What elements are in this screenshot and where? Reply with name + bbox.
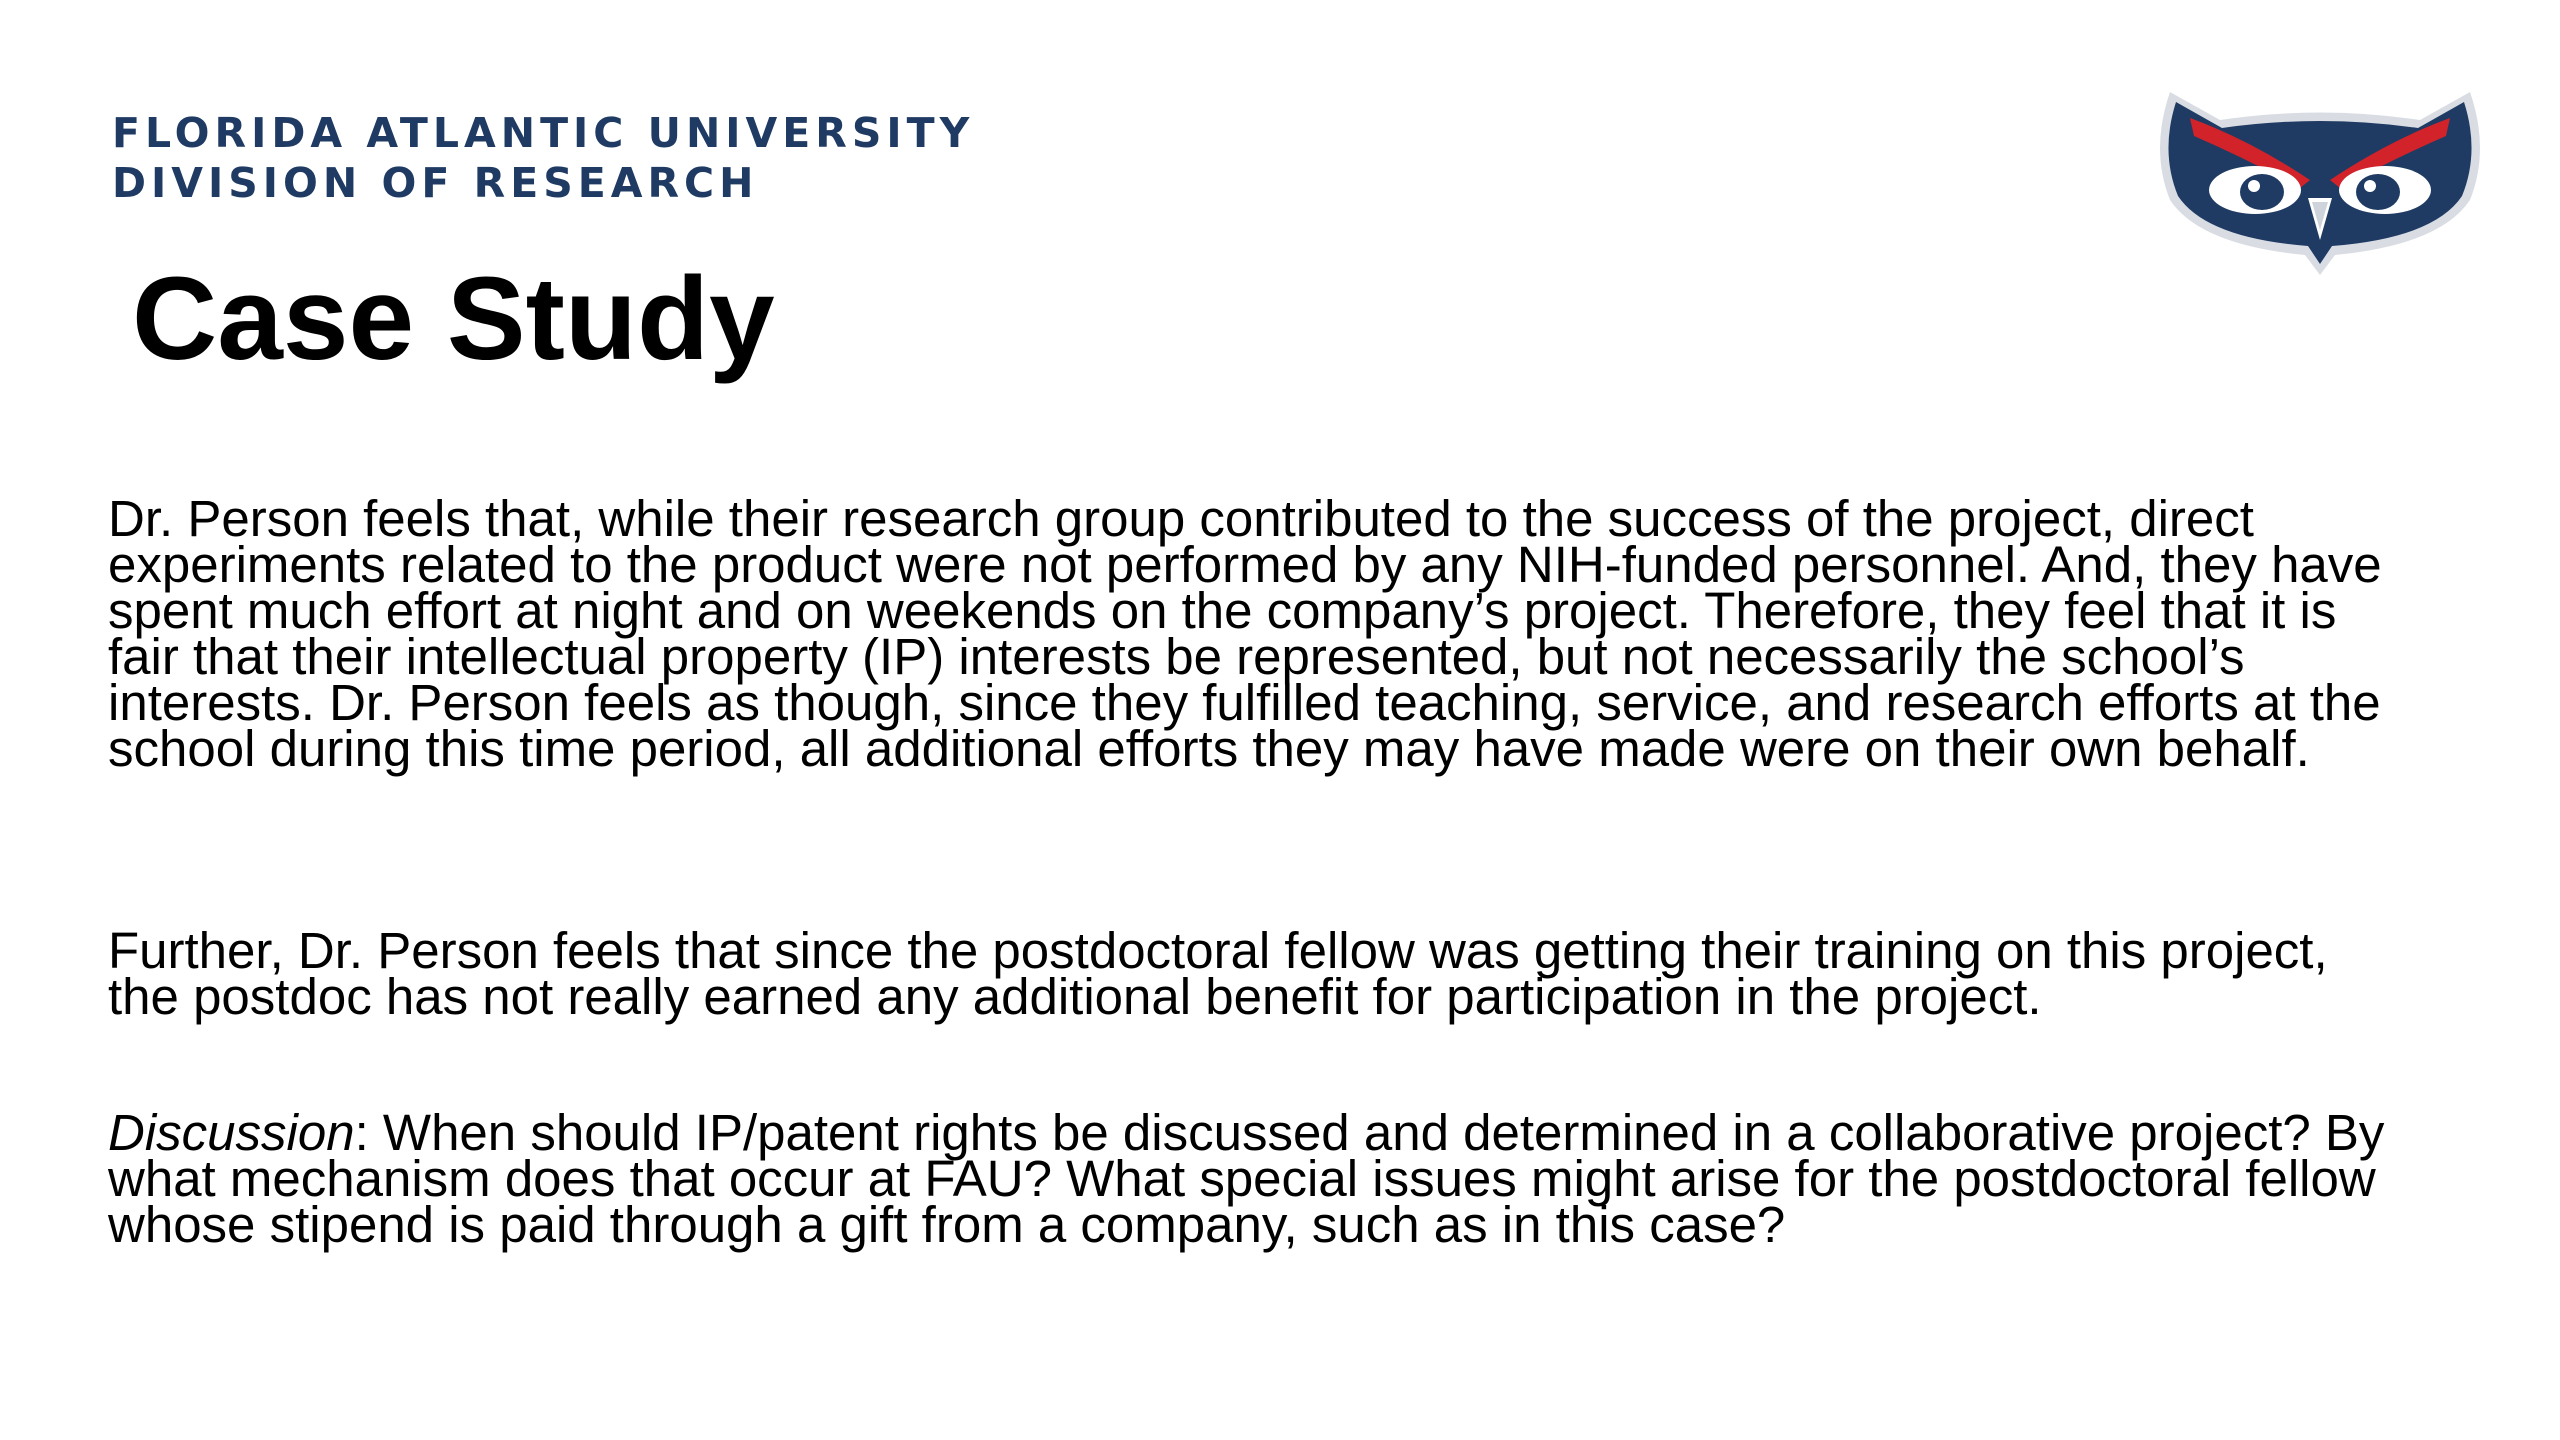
institution-header [112, 108, 974, 208]
discussion-label: Discussion [108, 1104, 355, 1161]
case-paragraph-1: Dr. Person feels that, while their research group contributed to the success of the project, direct experiments related to the product were not performed by any NIH-funded personnel. And, they have spent much effort at night and on weekends on the company’s project. Therefore, they feel that it is fair that their intellectual property (IP) interests be represented, but not necessarily the school’s interests. Dr. Person feels as though, since they fulfilled teaching, service, and research efforts at the school during this time period, all additional efforts they may have made were on their own behalf. [108, 490, 2382, 777]
discussion-text: : When should IP/patent rights be discussed and determined in a collaborative project? By what mechanism does that occur at FAU? What special issues might arise for the postdoctoral fellow whose stipend is paid through a gift from a company, such as in this case? [108, 1104, 2385, 1253]
owl-logo-icon [2150, 80, 2490, 275]
university-name: FLORIDA ATLANTIC UNIVERSITY [112, 109, 975, 157]
page-title: Case Study [132, 253, 775, 385]
division-name: DIVISION OF RESEARCH [112, 159, 759, 207]
case-paragraph-2: Further, Dr. Person feels that since the postdoctoral fellow was getting their training on this project, the postdoc has not really earned any additional benefit for participation in the project. [108, 922, 2328, 1025]
discussion-paragraph [108, 1104, 2408, 1253]
